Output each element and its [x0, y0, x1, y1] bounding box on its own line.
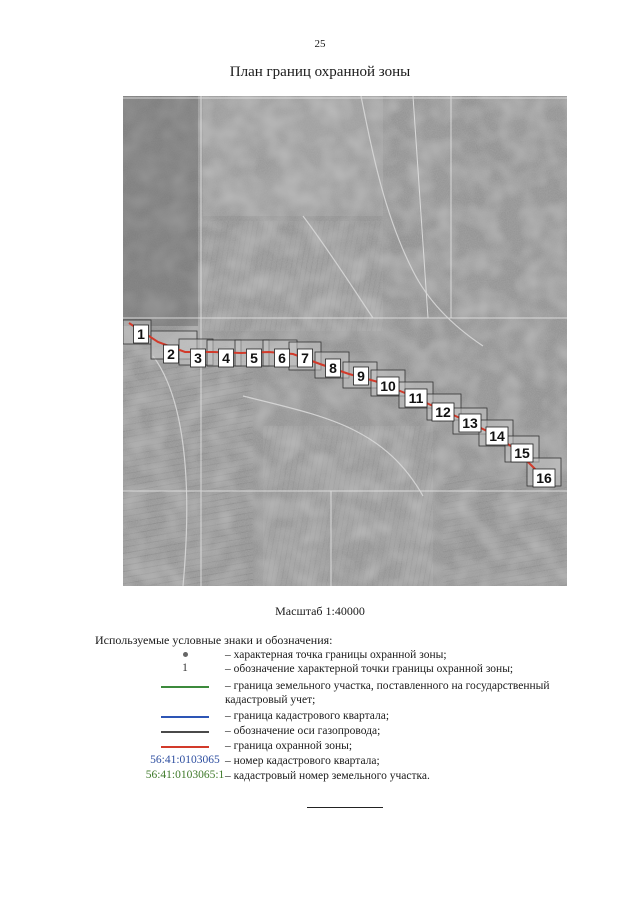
point-label: 14	[489, 428, 505, 444]
point-label: 8	[329, 360, 337, 376]
point-label: 9	[357, 368, 365, 384]
legend-text-symbol: 1	[182, 662, 188, 674]
point-label: 4	[222, 350, 230, 366]
dark-forest-area	[123, 96, 198, 326]
legend-text-symbol: 56:41:0103065	[150, 754, 220, 766]
legend-description: – характерная точка границы охранной зоны;	[225, 649, 447, 661]
satellite-map[interactable]	[123, 96, 567, 586]
map-scale: Масштаб 1:40000	[275, 604, 365, 618]
legend-text-symbol: 56:41:0103065:1	[145, 769, 225, 781]
legend-description-continued: кадастровый учет;	[225, 694, 316, 706]
legend-description: – кадастровый номер земельного участка.	[225, 770, 430, 782]
point-label: 5	[250, 350, 258, 366]
legend-description: – обозначение характерной точки границы охранной зоны;	[225, 663, 514, 675]
point-label: 11	[408, 390, 424, 406]
legend-line-sample	[161, 746, 209, 748]
page-number: 25	[314, 38, 326, 50]
bottom-rule	[307, 807, 383, 808]
map-canvas	[123, 96, 567, 586]
legend-description: – номер кадастрового квартала;	[225, 755, 380, 767]
point-label: 15	[514, 445, 530, 461]
legend-heading: Используемые условные знаки и обозначения:	[95, 633, 333, 647]
point-label: 13	[462, 415, 478, 431]
page-title: План границ охранной зоны	[229, 64, 411, 80]
legend-line-sample	[161, 731, 209, 733]
legend-description: – граница кадастрового квартала;	[225, 710, 390, 722]
boundary-point-dot	[183, 652, 188, 657]
legend-description: – граница охранной зоны;	[225, 740, 353, 752]
point-label: 6	[278, 350, 286, 366]
point-label: 2	[167, 346, 175, 362]
point-label: 1	[137, 326, 145, 342]
legend-line-sample	[161, 716, 209, 718]
legend-description: – граница земельного участка, поставленного на государственный кадастровый учет;	[225, 680, 550, 706]
point-label: 7	[301, 350, 309, 366]
point-label: 10	[380, 378, 396, 394]
point-label: 16	[536, 470, 552, 486]
point-label: 3	[194, 350, 202, 366]
legend-line-sample	[161, 686, 209, 688]
point-label: 12	[435, 404, 451, 420]
legend-description: – обозначение оси газопровода;	[225, 725, 381, 737]
